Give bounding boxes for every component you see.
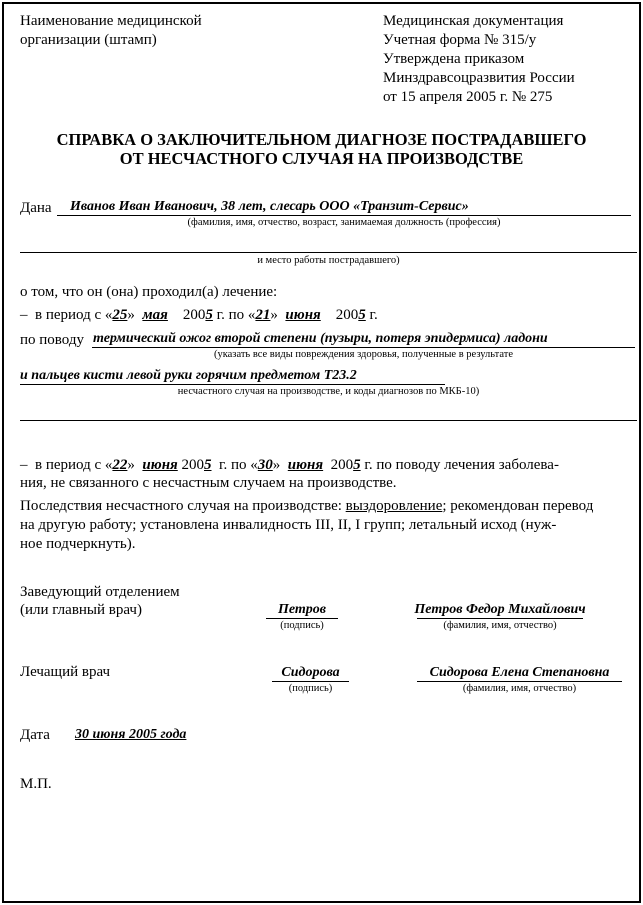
year-from-digit: 5 bbox=[204, 457, 212, 473]
form-info-line: от 15 апреля 2005 г. № 275 bbox=[383, 89, 553, 105]
form-info-line: Медицинская документация bbox=[383, 13, 564, 29]
name-hint: (фамилия, имя, отчество) bbox=[443, 620, 557, 631]
org-stamp-block bbox=[20, 12, 202, 50]
signature-hint: (подпись) bbox=[288, 683, 333, 694]
consequences-line1 bbox=[20, 497, 593, 516]
month-to: июня bbox=[287, 457, 324, 473]
org-line: Наименование медицинской bbox=[20, 13, 202, 29]
doctor-label: Лечащий врач bbox=[20, 664, 111, 680]
reason-hint2: несчастного случая на производстве, и коды диагнозов по МКБ-10) bbox=[177, 386, 480, 397]
year-suffix: г. bbox=[369, 307, 378, 323]
form-info-line: Минздравсоцразвития России bbox=[383, 70, 575, 86]
consequences-line2: на другую работу; установлена инвалидность III, II, I групп; летальный исход (нуж- bbox=[20, 517, 557, 533]
close-quote: » bbox=[270, 307, 278, 323]
dash: – bbox=[20, 457, 28, 473]
consequences-underlined: выздоровление bbox=[345, 498, 443, 514]
day-to: 30 bbox=[257, 457, 273, 473]
doctor-name: Сидорова Елена Степановна bbox=[429, 665, 610, 680]
form-info-line: Утверждена приказом bbox=[383, 51, 525, 67]
year-prefix: 200 bbox=[181, 457, 205, 473]
year-to-digit: 5 bbox=[358, 307, 366, 323]
issued-label: Дана bbox=[20, 200, 52, 216]
year-to-prefix: 200 bbox=[330, 457, 354, 473]
second-period-row bbox=[20, 456, 559, 475]
workplace-hint: и место работы пострадавшего) bbox=[257, 255, 400, 266]
reason-value-line1: термический ожог второй степени (пузыри, потеря эпидермиса) ладони bbox=[93, 331, 548, 346]
month-from: июня bbox=[142, 457, 178, 473]
year-prefix: 200 bbox=[182, 307, 206, 323]
stamp-place: М.П. bbox=[20, 776, 52, 792]
issued-hint: (фамилия, имя, отчество, возраст, занимаемая должность (профессия) bbox=[187, 217, 501, 228]
close-quote: » bbox=[127, 457, 135, 473]
consequences-start: Последствия несчастного случая на производстве: bbox=[20, 498, 346, 514]
period-label: в период с « bbox=[35, 307, 113, 323]
year-to-digit: 5 bbox=[353, 457, 361, 473]
year-from-digit: 5 bbox=[205, 307, 213, 323]
month-from: мая bbox=[142, 307, 168, 323]
form-info-block bbox=[383, 12, 575, 107]
head-name: Петров Федор Михайлович bbox=[414, 602, 586, 617]
to-label: г. по « bbox=[216, 307, 256, 323]
day-from: 25 bbox=[112, 307, 128, 323]
consequences-line3: ное подчеркнуть). bbox=[20, 536, 136, 552]
month-to: июня bbox=[285, 307, 321, 323]
date-value: 30 июня 2005 года bbox=[75, 727, 187, 742]
workplace-underline bbox=[20, 252, 637, 253]
form-info-line: Учетная форма № 315/у bbox=[383, 32, 537, 48]
reason-label: по поводу bbox=[20, 332, 84, 348]
second-period-rest: г. по поводу лечения заболева- bbox=[364, 457, 559, 473]
close-quote: » bbox=[127, 307, 135, 323]
year-prefix: 200 bbox=[335, 307, 359, 323]
dash: – bbox=[20, 307, 28, 323]
signature-hint: (подпись) bbox=[280, 620, 324, 631]
head-label-line1: Заведующий отделением bbox=[20, 584, 180, 600]
day-from: 22 bbox=[112, 457, 128, 473]
first-period-row bbox=[20, 306, 378, 325]
period-label: в период с « bbox=[35, 457, 113, 473]
blank-underline bbox=[20, 420, 637, 421]
head-label-line2: (или главный врач) bbox=[20, 602, 142, 618]
issued-value: Иванов Иван Иванович, 38 лет, слесарь ООО «Транзит-Сервис» bbox=[70, 199, 469, 214]
name-hint: (фамилия, имя, отчество) bbox=[462, 683, 577, 694]
day-to: 21 bbox=[255, 307, 271, 323]
document-title-line2: ОТ НЕСЧАСТНОГО СЛУЧАЯ НА ПРОИЗВОДСТВЕ bbox=[119, 149, 524, 168]
second-period-line2: ния, не связанного с несчастным случаем на производстве. bbox=[20, 475, 397, 491]
document-page bbox=[2, 2, 641, 903]
close-quote: » bbox=[272, 457, 281, 473]
org-line: организации (штамп) bbox=[20, 32, 157, 48]
head-signature: Петров bbox=[277, 602, 327, 617]
consequences-end: ; рекомендован перевод bbox=[442, 498, 594, 514]
to-label: г. по « bbox=[219, 457, 258, 473]
reason-value-line2: и пальцев кисти левой руки горячим предметом Т23.2 bbox=[20, 368, 357, 383]
date-label: Дата bbox=[20, 727, 50, 743]
doctor-signature: Сидорова bbox=[281, 665, 340, 680]
treatment-intro: о том, что он (она) проходил(а) лечение: bbox=[20, 284, 278, 300]
document-title-line1: СПРАВКА О ЗАКЛЮЧИТЕЛЬНОМ ДИАГНОЗЕ ПОСТРАДАВШЕГО bbox=[56, 130, 587, 149]
reason-hint1: (указать все виды повреждения здоровья, полученные в результате bbox=[213, 349, 514, 360]
